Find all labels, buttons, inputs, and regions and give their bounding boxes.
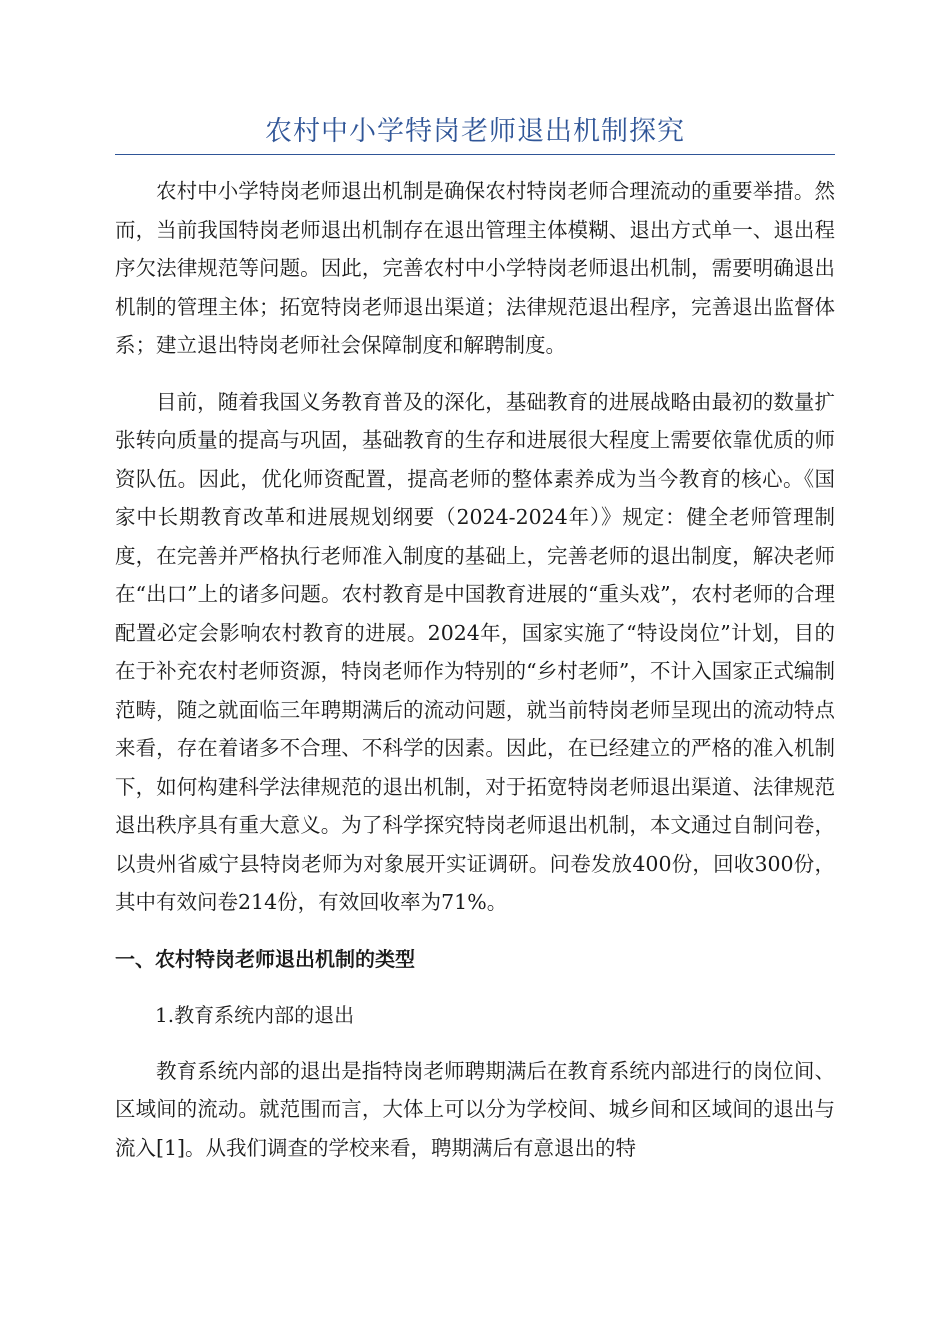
paragraph-gap [115,1034,835,1052]
section-paragraph: 教育系统内部的退出是指特岗老师聘期满后在教育系统内部进行的岗位间、区域间的流动。就范围而言，大体上可以分为学校间、城乡间和区域间的退出与流入[1]。从我们调查的学校来看，聘期满后有意退出的特 [115,1058,835,1160]
paragraph-gap [115,978,835,996]
paragraph-gap [115,365,835,383]
document-body [115,172,835,1167]
paragraph-gap [115,922,835,940]
document-title: 农村中小学特岗老师退出机制探究 [265,116,685,147]
abstract-paragraph: 农村中小学特岗老师退出机制是确保农村特岗老师合理流动的重要举措。然而，当前我国特岗老师退出机制存在退出管理主体模糊、退出方式单一、退出程序欠法律规范等问题。因此，完善农村中小学特岗老师退出机制，需要明确退出机制的管理主体；拓宽特岗老师退出渠道；法律规范退出程序，完善退出监督体系；建立退出特岗老师社会保障制度和解聘制度。 [115,179,835,357]
subsection-heading: 1.教育系统内部的退出 [155,1002,355,1027]
section-heading: 一、农村特岗老师退出机制的类型 [115,946,415,971]
title-underline [115,154,835,155]
intro-paragraph: 目前，随着我国义务教育普及的深化，基础教育的进展战略由最初的数量扩张转向质量的提高与巩固，基础教育的生存和进展很大程度上需要依靠优质的师资队伍。因此，优化师资配置，提高老师的整体素养成为当今教育的核心。《国家中长期教育改革和进展规划纲要（2024-2024年）》规定：健全老师管理制度，在完善并严格执行老师准入制度的基础上，完善老师的退出制度，解决老师在“出口”上的诸多问题。农村教育是中国教育进展的“重头戏”，农村老师的合理配置必定会影响农村教育的进展。2024年，国家实施了“特设岗位”计划，目的在于补充农村老师资源，特岗老师作为特别的“乡村老师”，不计入国家正式编制范畴，随之就面临三年聘期满后的流动问题，就当前特岗老师呈现出的流动特点来看，存在着诸多不合理、不科学的因素。因此，在已经建立的严格的准入机制下，如何构建科学法律规范的退出机制，对于拓宽特岗老师退出渠道、法律规范退出秩序具有重大意义。为了科学探究特岗老师退出机制，本文通过自制问卷，以贵州省威宁县特岗老师为对象展开实证调研。问卷发放400份，回收300份，其中有效问卷214份，有效回收率为71%。 [115,389,835,914]
